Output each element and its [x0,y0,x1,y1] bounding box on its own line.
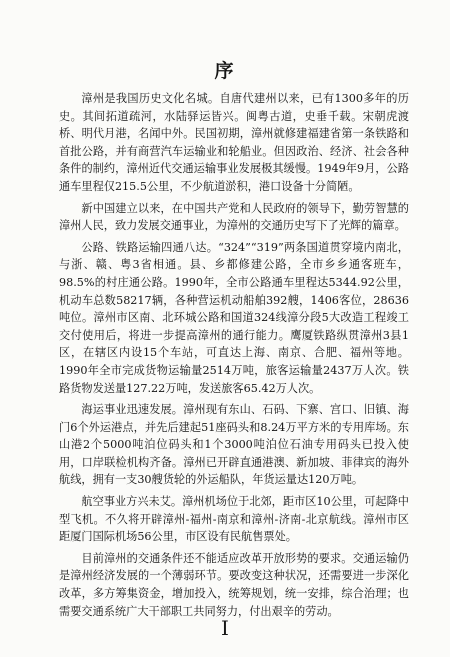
paragraph: 公路、铁路运输四通八达。“324”“319”两条国道贯穿境内南北，与浙、赣、粤3省相通。县、乡都修建公路，全市乡乡通客班车，98.5%的村庄通公路。1990年，全市公路通车里程达5344.92公里，机动车总数58217辆，各种营运机动船舶392艘，1406客位，28636吨位。漳州市区南、北环城公路和国道324线漳分段5大改造工程竣工交付使用后，将进一步提高漳州的通行能力。鹰厦铁路纵贯漳州3县1区，在辖区内设15个车站，可直达上海、南京、合肥、福州等地。1990年全市完成货物运输量2514万吨，旅客运输量2437万人次。铁路货物发送量127.22万吨，发送旅客65.42万人次。 [59,240,409,395]
paragraph: 新中国建立以来，在中国共产党和人民政府的领导下，勤劳智慧的漳州人民，致力发展交通事业，为漳州的交通历史写下了光辉的篇章。 [59,201,409,233]
preface-body [59,90,409,624]
paragraph: 海运事业迅速发展。漳州现有东山、石码、下寨、宫口、旧镇、海门6个外运港点，并先后建起51座码头和8.24万平方米的专用库场。东山港2个5000吨泊位码头和1个3000吨泊位石油专用码头已投入使用，口岸联检机构齐备。漳州已开辟直通港澳、新加坡、菲律宾的海外航线，拥有一支30艘货轮的外运船队，年货运量达120万吨。 [59,403,409,487]
paragraph: 航空事业方兴未艾。漳州机场位于北郊，距市区10公里，可起降中型飞机。不久将开辟漳州-福州-南京和漳州-济南-北京航线。漳州市区距厦门国际机场56公里，市区设有民航售票处。 [59,495,409,544]
paragraph: 漳州是我国历史文化名城。自唐代建州以来，已有1300多年的历史。其间拓道疏河，水陆驿运皆兴。闽粤古道，史垂千载。宋朝虎渡桥、明代月港，名闻中外。民国初期，漳州就修建福建省第一条铁路和首批公路，并有商营汽车运输业和轮船业。但因政治、经济、社会各种条件的制约，漳州近代交通运输事业发展极其缓慢。1949年9月，公路通车里程仅215.5公里，不少航道淤积，港口设备十分简陋。 [59,92,409,193]
page-title: 序 [214,60,236,82]
paragraph: 目前漳州的交通条件还不能适应改革开放形势的要求。交通运输仍是漳州经济发展的一个薄弱环节。要改变这种状况，还需要进一步深化改革，多方筹集资金，增加投入，统筹规划，统一安排，综合治理；也需要交通系统广大干部职工共同努力，付出艰辛的劳动。 [59,551,409,618]
page-number: I [221,616,229,640]
